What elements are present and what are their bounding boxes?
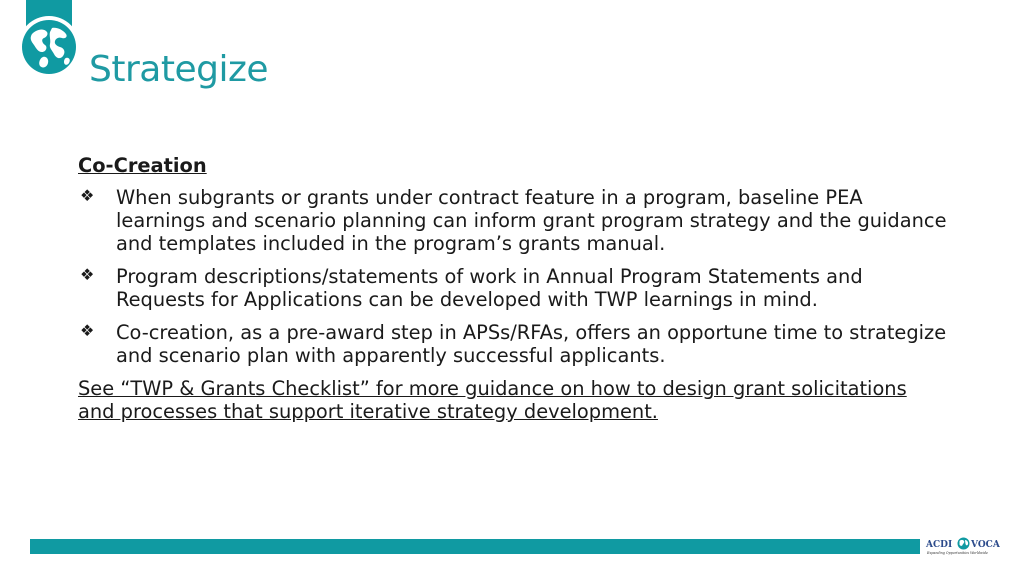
globe-icon (16, 14, 82, 80)
logo-tagline: Expanding Opportunities Worldwide (927, 551, 988, 555)
acdi-voca-logo (924, 535, 1004, 557)
bullet-text: Co-creation, as a pre-award step in APSs/RFAs, offers an opportune time to strategize and scenario plan with apparently successful applicants. (116, 321, 947, 367)
logo-right-text: VOCA (971, 540, 1000, 550)
bullet-list (78, 186, 948, 367)
slide-body (78, 154, 948, 423)
slide-title: Strategize (89, 49, 268, 90)
bullet-item (78, 265, 948, 311)
diamond-bullet-icon: ❖ (80, 186, 95, 205)
diamond-bullet-icon: ❖ (80, 321, 95, 340)
checklist-link[interactable]: See “TWP & Grants Checklist” for more guidance on how to design grant solicitations and processes that support iterative strategy development. (78, 377, 907, 423)
section-heading: Co-Creation (78, 154, 207, 177)
bullet-text: Program descriptions/statements of work in Annual Program Statements and Requests for Applications can be developed with TWP learnings in mind. (116, 265, 863, 311)
bullet-item (78, 186, 948, 255)
bullet-item (78, 321, 948, 367)
logo-left-text: ACDI (926, 540, 953, 550)
bullet-text: When subgrants or grants under contract feature in a program, baseline PEA learnings and scenario planning can inform grant program strategy and the guidance and templates included in the program’s grants manual. (116, 186, 947, 255)
diamond-bullet-icon: ❖ (80, 265, 95, 284)
footer-bar (30, 539, 920, 554)
